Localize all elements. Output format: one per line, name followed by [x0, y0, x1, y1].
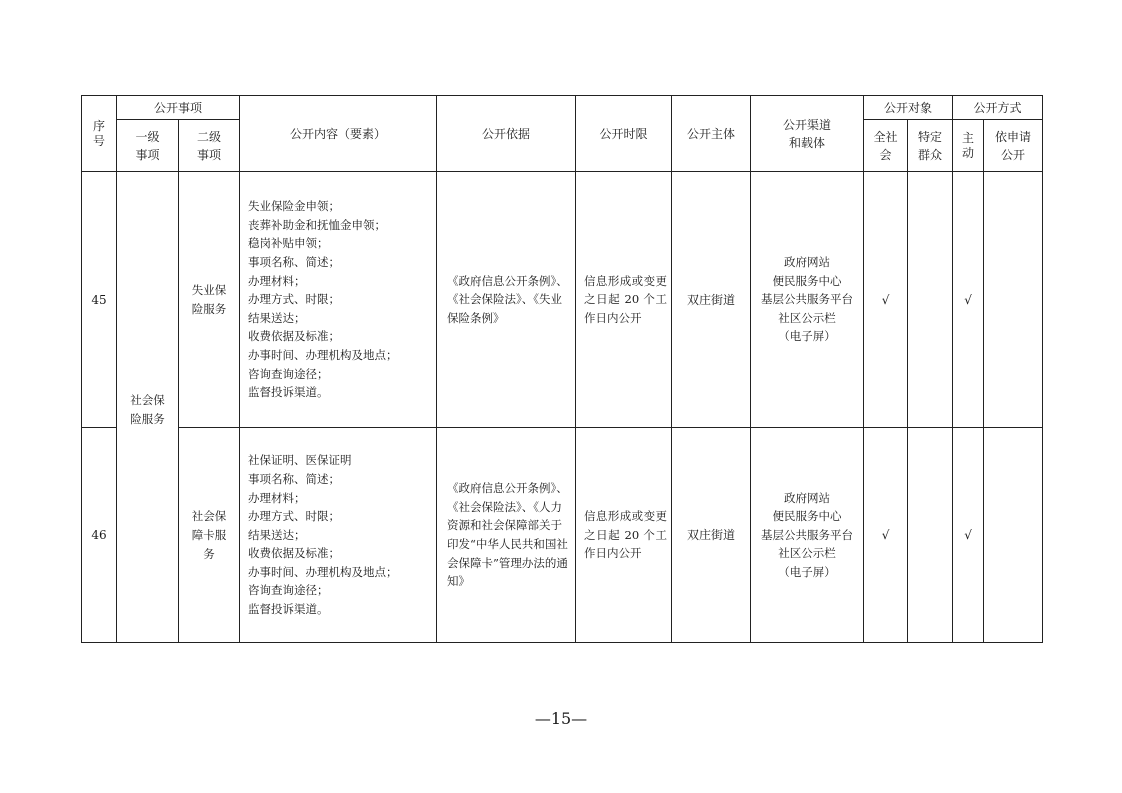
- content-line: 办理材料；: [248, 273, 306, 288]
- row-seq: 46: [82, 428, 117, 643]
- content-line: 办事时间、办理机构及地点；: [248, 564, 398, 579]
- content-line: 稳岗补贴申领；: [248, 236, 329, 251]
- row-all-society-check: √: [864, 172, 908, 428]
- header-matters: 公开事项: [117, 96, 240, 120]
- content-line: 丧葬补助金和抚恤金申领；: [248, 217, 387, 232]
- table-row: [82, 428, 1043, 643]
- content-line: 监督投诉渠道。: [248, 602, 329, 617]
- channel-line: 社区公示栏: [778, 310, 836, 325]
- table-row: [82, 172, 1043, 428]
- row-level2: 失业保险服务: [179, 172, 240, 428]
- content-line: 办事时间、办理机构及地点；: [248, 347, 398, 362]
- row-basis: 《政府信息公开条例》、《社会保险法》、《失业保险条例》: [437, 172, 576, 428]
- category-cell: 社会保险服务: [117, 172, 179, 643]
- header-seq: 序号: [82, 96, 117, 172]
- row-time-limit: 信息形成或变更之日起 20 个工作日内公开: [576, 172, 672, 428]
- row-basis: 《政府信息公开条例》、《社会保险法》、《人力资源和社会保障部关于印发“中华人民共和国社会保障卡”管理办法的通知》: [437, 428, 576, 643]
- channel-line: 基层公共服务平台: [761, 292, 854, 307]
- channel-line: 政府网站: [784, 490, 831, 505]
- row-request-check: [984, 172, 1043, 428]
- row-content: [240, 172, 437, 428]
- row-specific-check: [908, 428, 953, 643]
- header-target: 公开对象: [864, 96, 953, 120]
- content-line: 失业保险金申领；: [248, 199, 341, 214]
- header-method-request: 依申请公开: [984, 120, 1043, 172]
- header-channel-line1: 公开渠道: [783, 117, 832, 132]
- content-line: 咨询查询途径；: [248, 366, 329, 381]
- row-subject: 双庄街道: [672, 172, 751, 428]
- row-active-check: √: [953, 428, 984, 643]
- header-basis: 公开依据: [437, 96, 576, 172]
- header-level2: 二级事项: [179, 120, 240, 172]
- content-line: 收费依据及标准；: [248, 546, 341, 561]
- content-line: 办理方式、时限；: [248, 509, 341, 524]
- header-channel-line2: 和载体: [789, 135, 826, 150]
- header-method-active: 主动: [953, 120, 984, 172]
- content-line: 收费依据及标准；: [248, 329, 341, 344]
- channel-line: 社区公示栏: [778, 546, 836, 561]
- content-line: 监督投诉渠道。: [248, 385, 329, 400]
- row-channels: [751, 428, 864, 643]
- header-content: 公开内容（要素）: [240, 96, 437, 172]
- header-target-specific: 特定群众: [908, 120, 953, 172]
- header-method: 公开方式: [953, 96, 1043, 120]
- header-channel: [751, 96, 864, 172]
- row-level2: 社会保障卡服务: [179, 428, 240, 643]
- row-request-check: [984, 428, 1043, 643]
- channel-line: 便民服务中心: [772, 509, 842, 524]
- header-level1: 一级事项: [117, 120, 179, 172]
- row-content: [240, 428, 437, 643]
- header-target-all: 全社会: [864, 120, 908, 172]
- channel-line: （电子屏）: [778, 329, 836, 344]
- content-line: 结果送达；: [248, 310, 306, 325]
- header-row-1: [82, 96, 1043, 120]
- content-line: 社保证明、医保证明: [248, 453, 352, 468]
- content-line: 办理方式、时限；: [248, 292, 341, 307]
- channel-line: （电子屏）: [778, 564, 836, 579]
- channel-line: 政府网站: [784, 255, 831, 270]
- row-time-limit: 信息形成或变更之日起 20 个工作日内公开: [576, 428, 672, 643]
- row-specific-check: [908, 172, 953, 428]
- channel-line: 基层公共服务平台: [761, 527, 854, 542]
- content-line: 事项名称、简述；: [248, 255, 341, 270]
- content-line: 事项名称、简述；: [248, 471, 341, 486]
- row-active-check: √: [953, 172, 984, 428]
- content-line: 结果送达；: [248, 527, 306, 542]
- row-channels: [751, 172, 864, 428]
- content-line: 咨询查询途径；: [248, 583, 329, 598]
- header-time-limit: 公开时限: [576, 96, 672, 172]
- channel-line: 便民服务中心: [772, 273, 842, 288]
- row-all-society-check: √: [864, 428, 908, 643]
- row-seq: 45: [82, 172, 117, 428]
- header-subject: 公开主体: [672, 96, 751, 172]
- page-number: —15—: [534, 709, 588, 728]
- content-line: 办理材料；: [248, 490, 306, 505]
- row-subject: 双庄街道: [672, 428, 751, 643]
- disclosure-table: [81, 95, 1043, 643]
